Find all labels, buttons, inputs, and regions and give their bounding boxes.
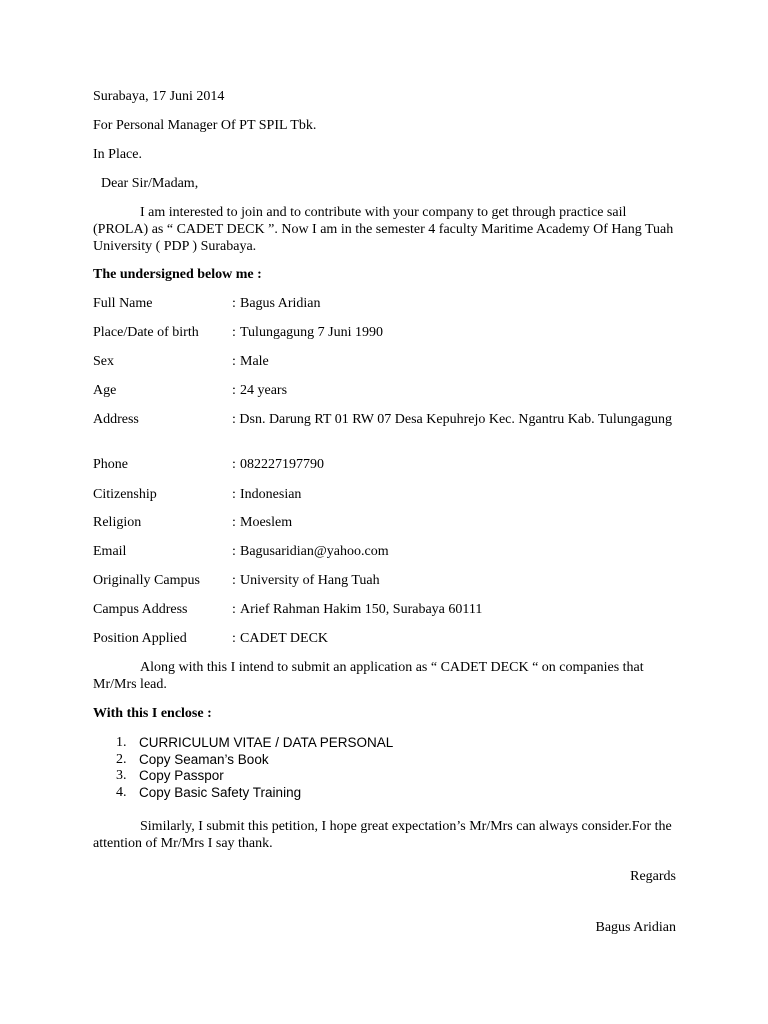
- list-item: [93, 784, 678, 801]
- list-item-text: Copy Seaman’s Book: [139, 751, 269, 767]
- field-address: [93, 411, 678, 445]
- regards: Regards: [630, 869, 676, 884]
- field-phone: [93, 456, 678, 490]
- field-separator: :: [232, 487, 236, 502]
- place-line: In Place.: [93, 147, 142, 162]
- field-separator: :: [232, 296, 236, 311]
- field-value: Tulungagung 7 Juni 1990: [240, 325, 384, 340]
- field-value: : Dsn. Darung RT 01 RW 07 Desa Kepuhrejo Kec. Ngantru Kab. Tulungagung: [232, 412, 672, 427]
- list-number: 1.: [116, 735, 127, 750]
- recipient-line: For Personal Manager Of PT SPIL Tbk.: [93, 118, 317, 133]
- field-value: Arief Rahman Hakim 150, Surabaya 60111: [240, 602, 483, 617]
- application-paragraph: Along with this I intend to submit an application as “ CADET DECK “ on companies that Mr/Mrs lead.: [93, 660, 644, 692]
- list-item-text: Copy Passpor: [139, 768, 224, 784]
- field-separator: :: [232, 354, 236, 369]
- field-label: Sex: [93, 354, 114, 369]
- field-value: CADET DECK: [240, 631, 329, 646]
- list-item: [93, 751, 678, 768]
- field-label: Age: [93, 383, 117, 398]
- field-value: Bagusaridian@yahoo.com: [240, 544, 389, 559]
- field-label: Religion: [93, 515, 142, 530]
- field-label: Phone: [93, 457, 128, 472]
- list-item-text: CURRICULUM VITAE / DATA PERSONAL: [139, 735, 394, 750]
- field-label: Place/Date of birth: [93, 325, 199, 340]
- field-separator: :: [232, 457, 236, 472]
- list-number: 2.: [116, 751, 127, 767]
- field-separator: :: [232, 515, 236, 530]
- field-label: Email: [93, 544, 127, 559]
- field-separator: :: [232, 325, 236, 340]
- field-separator: :: [232, 383, 236, 398]
- salutation: Dear Sir/Madam,: [101, 176, 199, 191]
- field-separator: :: [232, 573, 236, 588]
- list-item: [93, 767, 678, 784]
- closing-paragraph: Similarly, I submit this petition, I hope great expectation’s Mr/Mrs can always consider.For the attention of Mr/Mrs I say thank.: [93, 819, 672, 851]
- enclose-heading: With this I enclose :: [93, 706, 212, 721]
- list-item-text: Copy Basic Safety Training: [139, 785, 302, 801]
- list-number: 4.: [116, 785, 127, 801]
- intro-paragraph: I am interested to join and to contribute with your company to get through practice sail (PROLA) as “ CADET DECK ”. Now I am in the semester 4 faculty Maritime Academy Of Hang Tuah University ( PDP ) Surabaya.: [93, 205, 674, 254]
- field-separator: :: [232, 544, 236, 559]
- field-value: 24 years: [240, 383, 288, 398]
- field-value: University of Hang Tuah: [240, 573, 380, 588]
- field-value: Bagus Aridian: [240, 296, 321, 311]
- date-line: Surabaya, 17 Juni 2014: [93, 89, 225, 104]
- field-label: Originally Campus: [93, 573, 200, 588]
- undersigned-heading: The undersigned below me :: [93, 267, 262, 282]
- field-value: Indonesian: [240, 487, 302, 502]
- signature-name: Bagus Aridian: [595, 920, 676, 935]
- field-label: Position Applied: [93, 631, 187, 646]
- list-number: 3.: [116, 768, 127, 784]
- field-value: Moeslem: [240, 515, 293, 530]
- list-item: [93, 734, 678, 751]
- field-label: Citizenship: [93, 487, 157, 502]
- enclosure-list: [93, 734, 678, 801]
- field-value: 082227197790: [240, 457, 324, 472]
- field-label: Address: [93, 412, 139, 427]
- field-label: Full Name: [93, 296, 153, 311]
- field-value: Male: [240, 354, 269, 369]
- field-label: Campus Address: [93, 602, 188, 617]
- field-separator: :: [232, 602, 236, 617]
- field-separator: :: [232, 631, 236, 646]
